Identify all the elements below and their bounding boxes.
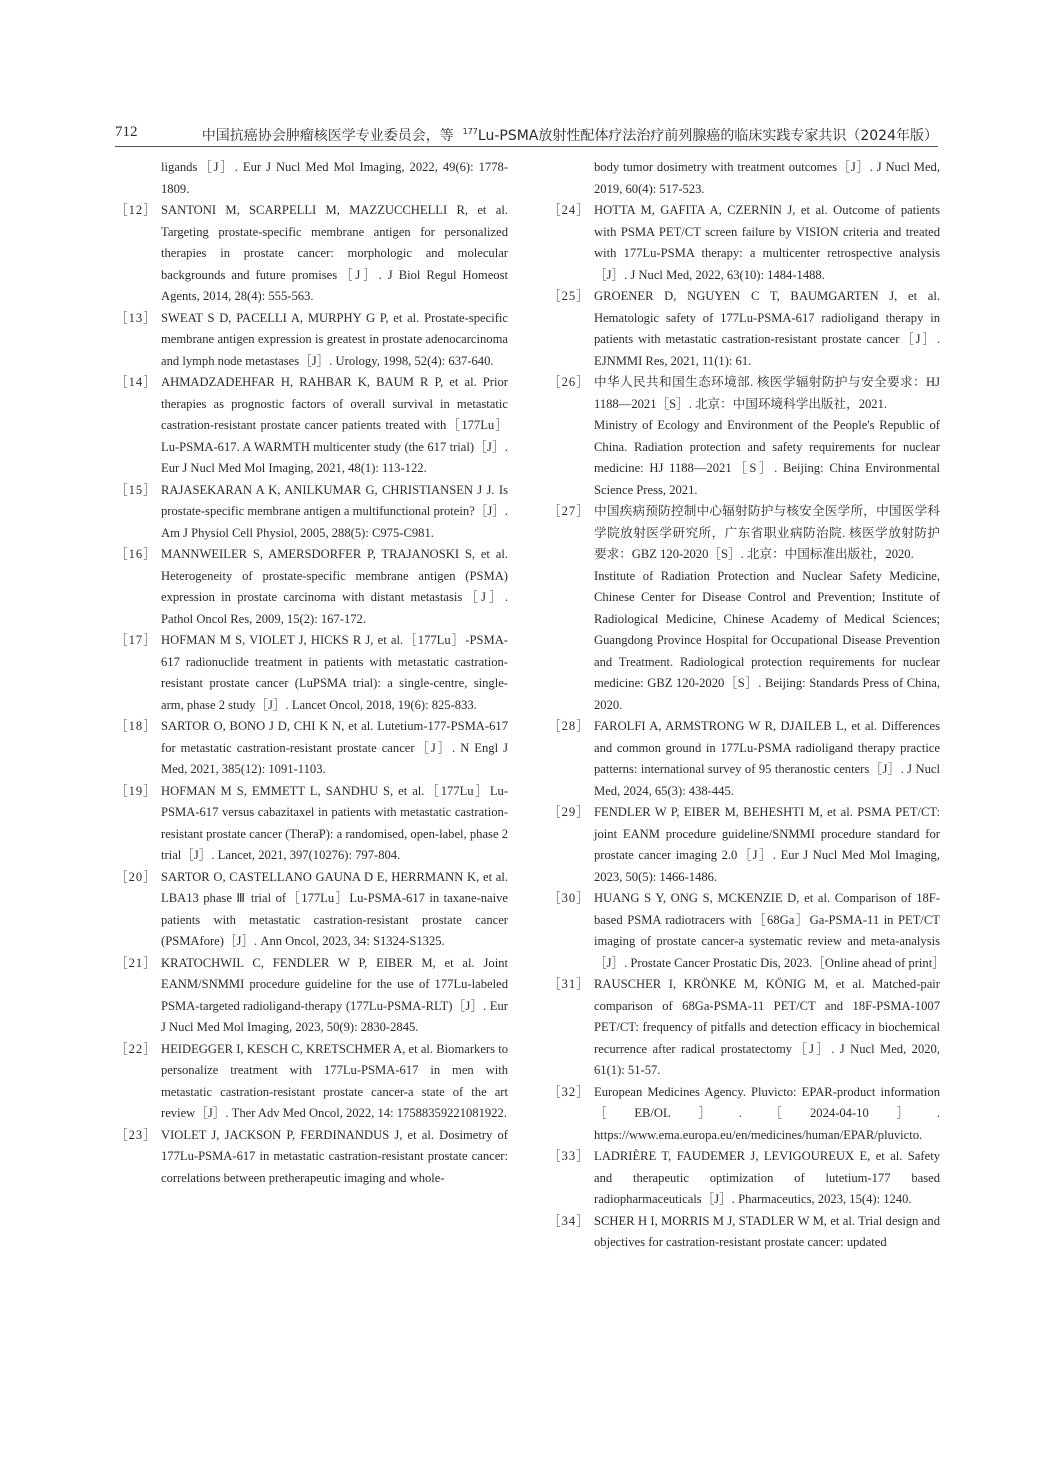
reference-number: ［18］ [115, 719, 157, 733]
reference-item [548, 286, 940, 372]
reference-text: SWEAT S D, PACELLI A, MURPHY G P, et al. Prostate-specific membrane antigen expression is greatest in prostate adenocarcinoma and lymph node metastases［J］. Urology, 1998, 52(4): 637-640. [161, 310, 508, 368]
reference-item [115, 200, 508, 308]
reference-item [548, 200, 940, 286]
reference-text: HOFMAN M S, VIOLET J, HICKS R J, et al.［177Lu］-PSMA-617 radionuclide treatment in patients with metastatic castration-resistant prostate cancer (LuPSMA trial): a single-centre, single-arm, phase 2 study［J］. Lancet Oncol, 2018, 19(6): 825-833. [161, 633, 508, 712]
reference-number: ［13］ [115, 310, 157, 325]
reference-continuation [548, 157, 940, 200]
reference-number: ［29］ [548, 805, 590, 819]
reference-text: Ministry of Ecology and Environment of the People's Republic of China. Radiation protection and safety requirements for nuclear medicine: HJ 1188—2021［S］. Beijing: China Environmental Science Press, 2021. [594, 418, 940, 497]
reference-item [115, 867, 508, 953]
running-header [115, 122, 938, 147]
reference-item [548, 1146, 940, 1211]
reference-item [115, 372, 508, 480]
running-title [202, 125, 938, 145]
reference-number: ［14］ [115, 375, 157, 389]
reference-number: ［33］ [548, 1149, 590, 1163]
reference-number: ［24］ [548, 203, 590, 217]
reference-text: KRATOCHWIL C, FENDLER W P, EIBER M, et al. Joint EANM/SNMMI procedure guideline for the use of 177Lu-labeled PSMA-targeted radioligand-therapy (177Lu-PSMA-RLT)［J］. Eur J Nucl Med Mol Imaging, 2023, 50(9): 2830-2845. [161, 955, 508, 1034]
reference-text: ligands［J］. Eur J Nucl Med Mol Imaging, 2022, 49(6): 1778-1809. [161, 160, 508, 196]
reference-text: HOFMAN M S, EMMETT L, SANDHU S, et al.［177Lu］Lu-PSMA-617 versus cabazitaxel in patients with metastatic castration-resistant prostate cancer (TheraP): a randomised, open-label, phase 2 trial［J］. Lancet, 2021, 397(10276): 797-804. [161, 783, 508, 862]
reference-text: FENDLER W P, EIBER M, BEHESHTI M, et al. PSMA PET/CT: joint EANM procedure guideline/SNMMI procedure standard for prostate cancer imaging 2.0［J］. Eur J Nucl Med Mol Imaging, 2023, 50(5): 1466-1486. [594, 805, 940, 884]
reference-item [115, 308, 508, 373]
reference-item [115, 480, 508, 545]
reference-text: LADRIÈRE T, FAUDEMER J, LEVIGOUREUX E, et al. Safety and therapeutic optimization of lutetium-177 based radiopharmaceuticals［J］. Pharmaceutics, 2023, 15(4): 1240. [594, 1149, 940, 1206]
reference-number: ［25］ [548, 289, 590, 303]
reference-item [548, 501, 940, 716]
reference-item [115, 544, 508, 630]
reference-text: European Medicines Agency. Pluvicto: EPAR-product information［EB/OL］.［2024-04-10］. https://www.ema.europa.eu/en/medicines/human/EPAR/pluvicto. [594, 1084, 940, 1142]
running-title-prefix: 中国抗癌协会肿瘤核医学专业委员会，等 [201, 128, 454, 144]
reference-item [115, 1125, 508, 1190]
reference-item [548, 716, 940, 802]
reference-number: ［17］ [115, 633, 157, 647]
reference-item [548, 372, 940, 501]
running-title-suffix: Lu-PSMA放射性配体疗法治疗前列腺癌的临床实践专家共识（2024年版） [477, 128, 938, 144]
reference-text: body tumor dosimetry with treatment outcomes［J］. J Nucl Med, 2019, 60(4): 517-523. [594, 160, 940, 196]
reference-number: ［20］ [115, 869, 157, 884]
reference-column-left [115, 157, 508, 1189]
reference-item [115, 1039, 508, 1125]
reference-text: RAUSCHER I, KRÖNKE M, KÖNIG M, et al. Matched-pair comparison of 68Ga-PSMA-11 PET/CT and 18F-PSMA-1007 PET/CT: frequency of pitfalls and detection efficacy in biochemical recurrence after radical prostatectomy［J］. J Nucl Med, 2020, 61(1): 51-57. [594, 977, 940, 1077]
running-title-superscript: 177 [462, 127, 478, 136]
reference-number: ［31］ [548, 977, 590, 991]
reference-text: HOTTA M, GAFITA A, CZERNIN J, et al. Outcome of patients with PSMA PET/CT screen failure by VISION criteria and treated with 177Lu-PSMA therapy: a multicenter retrospective analysis［J］. J Nucl Med, 2022, 63(10): 1484-1488. [594, 203, 940, 282]
reference-number: ［15］ [115, 482, 157, 497]
reference-number: ［32］ [548, 1084, 590, 1099]
reference-number: ［30］ [548, 891, 590, 905]
reference-column-right [548, 157, 945, 1254]
reference-text: Institute of Radiation Protection and Nuclear Safety Medicine, Chinese Center for Disease Control and Prevention; Institute of Radiological Medicine, Chinese Academy of Medical Sciences; Guangdong Province Hospital for Occupational Disease Prevention and Treatment. Radiological protection requirements for nuclear medicine: GBZ 120-2020［S］. Beijing: Standards Press of China, 2020. [594, 568, 940, 712]
reference-item [115, 953, 508, 1039]
reference-text: AHMADZADEHFAR H, RAHBAR K, BAUM R P, et al. Prior therapies as prognostic factors of overall survival in metastatic castration-resistant prostate cancer patients treated with［177Lu］Lu-PSMA-617. A WARMTH multicenter study (the 617 trial)［J］. Eur J Nucl Med Mol Imaging, 2021, 48(1): 113-122. [161, 375, 508, 475]
reference-item [115, 781, 508, 867]
reference-item [548, 1082, 940, 1147]
reference-text: 中国疾病预防控制中心辐射防护与核安全医学所，中国医学科学院放射医学研究所，广东省职业病防治院. 核医学放射防护要求：GBZ 120-2020［S］. 北京：中国标准出版社，2020. [594, 504, 940, 561]
reference-item [548, 974, 940, 1082]
reference-text: GROENER D, NGUYEN C T, BAUMGARTEN J, et al. Hematologic safety of 177Lu-PSMA-617 radioligand therapy in patients with metastatic castration-resistant prostate cancer［J］. EJNMMI Res, 2021, 11(1): 61. [594, 289, 940, 368]
reference-number: ［27］ [548, 504, 590, 518]
reference-text: FAROLFI A, ARMSTRONG W R, DJAILEB L, et al. Differences and common ground in 177Lu-PSMA radioligand therapy practice patterns: international survey of 95 theranostic centers［J］. J Nucl Med, 2024, 65(3): 438-445. [594, 719, 940, 798]
reference-text: SARTOR O, BONO J D, CHI K N, et al. Lutetium-177-PSMA-617 for metastatic castration-resistant prostate cancer［J］. N Engl J Med, 2021, 385(12): 1091-1103. [161, 719, 508, 776]
reference-text: SCHER H I, MORRIS M J, STADLER W M, et al. Trial design and objectives for castration-resistant prostate cancer: updated [594, 1213, 940, 1249]
reference-item [548, 888, 945, 974]
reference-number: ［19］ [115, 783, 157, 798]
reference-item [115, 630, 508, 716]
reference-number: ［23］ [115, 1127, 157, 1142]
reference-text: HEIDEGGER I, KESCH C, KRETSCHMER A, et al. Biomarkers to personalize treatment with 177Lu-PSMA-617 in men with metastatic castration-resistant prostate cancer-a state of the art review［J］. Ther Adv Med Oncol, 2022, 14: 17588359221081922. [161, 1041, 508, 1120]
reference-continuation [115, 157, 508, 200]
reference-text: MANNWEILER S, AMERSDORFER P, TRAJANOSKI S, et al. Heterogeneity of prostate-specific membrane antigen (PSMA) expression in prostate carcinoma with distant metastasis［J］. Pathol Oncol Res, 2009, 15(2): 167-172. [161, 547, 508, 626]
reference-text: RAJASEKARAN A K, ANILKUMAR G, CHRISTIANSEN J J. Is prostate-specific membrane antigen a multifunctional protein?［J］. Am J Physiol Cell Physiol, 2005, 288(5): C975-C981. [161, 482, 508, 540]
reference-text: SARTOR O, CASTELLANO GAUNA D E, HERRMANN K, et al. LBA13 phase Ⅲ trial of［177Lu］Lu-PSMA-617 in taxane-naive patients with metastatic castration-resistant prostate cancer (PSMAfore)［J］. Ann Oncol, 2023, 34: S1324-S1325. [161, 869, 508, 948]
reference-number: ［22］ [115, 1041, 157, 1056]
reference-number: ［26］ [548, 375, 590, 389]
reference-number: ［34］ [548, 1213, 590, 1228]
reference-item [115, 716, 508, 781]
page-number: 712 [115, 124, 138, 140]
reference-item [548, 1211, 940, 1254]
reference-text: HUANG S Y, ONG S, MCKENZIE D, et al. Comparison of 18F-based PSMA radiotracers with［68Ga］Ga-PSMA-11 in PET/CT imaging of prostate cancer-a systematic review and meta-analysis［J］. Prostate Cancer Prostatic Dis, 2023.［Online ahead of print］ [594, 891, 945, 970]
reference-text: VIOLET J, JACKSON P, FERDINANDUS J, et al. Dosimetry of 177Lu-PSMA-617 in metastatic castration-resistant prostate cancer: correlations between pretherapeutic imaging and whole- [161, 1127, 508, 1185]
reference-number: ［28］ [548, 719, 590, 733]
reference-text: 中华人民共和国生态环境部. 核医学辐射防护与安全要求：HJ 1188—2021［S］. 北京：中国环境科学出版社，2021. [594, 375, 940, 411]
reference-text: SANTONI M, SCARPELLI M, MAZZUCCHELLI R, et al. Targeting prostate-specific membrane antigen for personalized therapies in prostate cancer: morphologic and molecular backgrounds and future promises［J］. J Biol Regul Homeost Agents, 2014, 28(4): 555-563. [161, 203, 508, 303]
reference-number: ［12］ [115, 203, 157, 217]
reference-number: ［21］ [115, 955, 157, 970]
reference-number: ［16］ [115, 547, 157, 561]
reference-item [548, 802, 940, 888]
